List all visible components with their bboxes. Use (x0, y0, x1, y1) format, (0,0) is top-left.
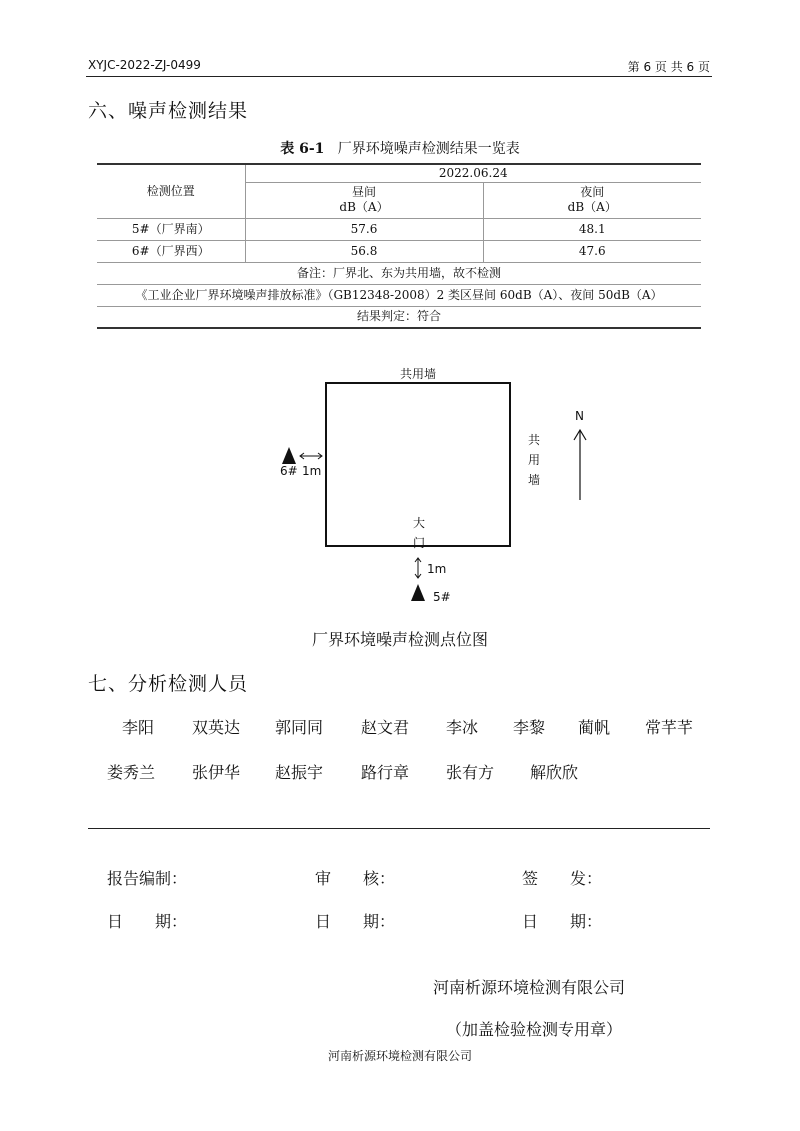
signature-divider (88, 828, 710, 829)
table-caption-title: 厂界环境噪声检测结果一览表 (337, 141, 520, 157)
table-conclusion: 结果判定：符合 (97, 306, 701, 328)
right-wall-char: 共 (527, 433, 540, 447)
north-label: N (575, 409, 584, 423)
staff-name: 赵振宇 (275, 763, 324, 782)
table-row (97, 240, 701, 262)
staff-name: 路行章 (361, 763, 410, 782)
table-remark: 备注：厂界北、东为共用墙，故不检测 (97, 262, 701, 284)
page-info: 第 6 页 共 6 页 (627, 60, 710, 74)
header-night (483, 182, 701, 218)
table-row (97, 218, 701, 240)
north-arrow-head-icon (574, 430, 586, 440)
header-day (245, 182, 483, 218)
seal-note: （加盖检验检测专用章） (446, 1020, 623, 1039)
table-caption (0, 138, 800, 158)
row-night-value: 47.6 (483, 240, 701, 262)
staff-name: 双英达 (192, 718, 241, 737)
row-position: 6#（厂界西） (97, 240, 245, 262)
point-5-marker-icon (411, 584, 425, 601)
header-position: 检测位置 (97, 164, 245, 218)
distance-west-arrow-right-icon (318, 453, 322, 459)
header-rule (86, 76, 712, 77)
distance-west-arrow-left-icon (300, 453, 304, 459)
gate-label (412, 513, 426, 553)
distance-south-arrow-down-icon (415, 574, 421, 578)
right-wall-char: 墙 (527, 473, 540, 487)
staff-name: 李阳 (122, 718, 155, 737)
date-label-reviewed: 日 期： (315, 912, 396, 931)
staff-name: 解欣欣 (530, 763, 579, 782)
section-7-title: 七、分析检测人员 (88, 673, 249, 695)
noise-results-table (97, 163, 701, 329)
report-number: XYJC-2022-ZJ-0499 (88, 58, 201, 72)
header-date: 2022.06.24 (245, 164, 701, 182)
staff-name: 赵文君 (361, 718, 410, 737)
reviewed-by-label: 审 核： (315, 869, 396, 888)
date-label-prepared: 日 期： (107, 912, 188, 931)
distance-south-label: 1m (427, 562, 447, 576)
figure-caption: 厂界环境噪声检测点位图 (311, 630, 488, 649)
date-label-issued: 日 期： (522, 912, 603, 931)
distance-south-arrow-up-icon (415, 558, 421, 562)
company-name: 河南析源环境检测有限公司 (433, 978, 626, 997)
row-night-value: 48.1 (483, 218, 701, 240)
top-wall-label: 共用墙 (400, 367, 437, 381)
header-night-label: 夜间 (580, 185, 605, 199)
staff-name: 李冰 (446, 718, 479, 737)
staff-name: 李黎 (513, 718, 546, 737)
right-wall-label (527, 430, 541, 490)
header-night-unit: dB（A） (567, 200, 617, 214)
point-6-marker-icon (282, 447, 296, 464)
header-day-unit: dB（A） (339, 200, 389, 214)
gate-char: 大 (412, 516, 425, 530)
table-standard: 《工业企业厂界环境噪声排放标准》（GB12348-2008）2 类区昼间 60dB（A）、夜间 50dB（A） (97, 284, 701, 306)
staff-name: 蔺帆 (578, 718, 611, 737)
point-5-label: 5# (433, 590, 451, 604)
staff-name: 张有方 (446, 763, 495, 782)
table-caption-number: 表 6-1 (280, 141, 325, 157)
staff-name: 常芊芊 (645, 718, 694, 737)
right-wall-char: 用 (527, 453, 540, 467)
point-6-label: 6# (280, 464, 298, 478)
staff-name: 郭同同 (275, 718, 324, 737)
distance-west-label: 1m (302, 464, 322, 478)
row-day-value: 57.6 (245, 218, 483, 240)
row-day-value: 56.8 (245, 240, 483, 262)
prepared-by-label: 报告编制： (107, 869, 188, 888)
header-day-label: 昼间 (351, 185, 376, 199)
page-footer: 河南析源环境检测有限公司 (327, 1049, 472, 1063)
staff-name: 娄秀兰 (107, 763, 156, 782)
issued-by-label: 签 发： (522, 869, 603, 888)
row-position: 5#（厂界南） (97, 218, 245, 240)
gate-char: 门 (412, 536, 425, 550)
staff-name: 张伊华 (192, 763, 241, 782)
section-6-title: 六、噪声检测结果 (88, 100, 249, 122)
